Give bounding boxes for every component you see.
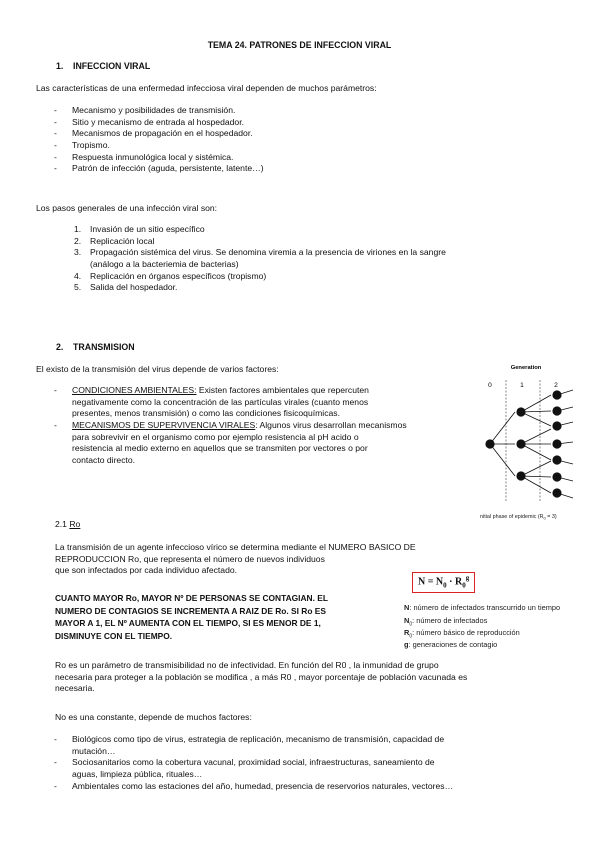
factor-term: MECANISMOS DE SUPERVIVENCIA VIRALES [72,420,256,431]
list-item: - Respuesta inmunológica local y sistémica. [54,152,264,164]
list-item: 3. Propagación sistémica del virus. Se denomina viremia a la presencia de viriones en la sangre (análogo a la bacteriemia de bacterias) [74,247,446,270]
epidemic-generation-figure [478,360,588,522]
transmission-intro: El existo de la transmisión del virus depende de varios factores: [36,364,279,374]
list-item: - Sociosanitarios como la cobertura vacunal, proximidad social, infraestructuras, saneamiento de aguas, limpieza pública, rituales… [54,757,554,780]
subsection-heading-ro [55,519,80,531]
legend-item: g: generaciones de contagio [404,639,498,649]
section-number: 2. [56,342,64,352]
legend-item: N: número de infectados transcurrido un tiempo [404,603,561,612]
list-item: 1. Invasión de un sitio específico [74,224,205,234]
steps-list [74,224,446,294]
section-heading-transmision [56,342,135,354]
list-item: 5. Salida del hospedador. [74,282,178,293]
list-item: - Ambientales como las estaciones del año, humedad, presencia de reservorios naturales, vectores… [54,781,554,793]
ro-factors-intro: No es una constante, depende de muchos factores: [55,712,252,722]
section-heading-infeccion-viral [56,61,150,73]
ro-emphasis-paragraph: CUANTO MAYOR Ro, MAYOR Nº DE PERSONAS SE CONTAGIAN. EL NUMERO DE CONTAGIOS SE INCREMENTA A RAIZ DE Ro. SI Ro ES MAYOR A 1, EL Nº AUMENTA CON EL TIEMPO, SI ES MENOR DE 1, DISMINUYE CON EL TIEMPO. [55,593,328,641]
subsection-title: Ro [69,519,81,529]
list-item: - Mecanismos de propagación en el hospedador. [54,128,264,140]
parameters-list [54,105,264,175]
legend-item: $N_0$: número de infectados [404,615,488,628]
generation-label: 1 [520,382,524,389]
list-item: 2. Replicación local [74,235,155,246]
list-item: - MECANISMOS DE SUPERVIVENCIA VIRALES: Algunos virus desarrollan mecanismos para sobrevivir en el organismo como por ejemplo resistencia al pH acido o resistencia al medio externo en aquellos que se transmiten por vectores o por contacto directo. [54,420,474,467]
ro-formula: $N = N_0 \cdot R_0^g$ [412,572,475,593]
ro-definition-paragraph: La transmisión de un agente infeccioso vírico se determina mediante el NUMERO BASICO DE REPRODUCCION Ro, que representa el número de nuevos individuos que son infectados por cada individuo afectado. [55,542,416,576]
list-item: - Mecanismo y posibilidades de transmisión. [54,105,264,117]
list-item: 4. Replicación en órganos específicos (tropismo) [74,270,267,281]
steps-intro: Los pasos generales de una infección viral son: [36,203,218,213]
list-item: - Tropismo. [54,140,264,152]
list-item: - Patrón de infección (aguda, persistente, latente…) [54,163,264,175]
factor-term: CONDICIONES AMBIENTALES: [72,385,197,395]
intro-paragraph: Las características de una enfermedad infecciosa viral dependen de muchos parámetros: [36,83,377,93]
transmission-factors-list [54,385,474,467]
generation-label: 2 [554,382,558,389]
page-title: TEMA 24. PATRONES DE INFECCION VIRAL [207,40,392,50]
section-number: 1. [56,61,64,71]
ro-transmissibility-paragraph: Ro es un parámetro de transmisibilidad no de infectividad. En función del R0 , la inmunidad de grupo necesaria para proteger a la población se modifica , a más R0 , mayor porcentaje de población vacunada es necesaria. [55,660,468,694]
legend-item: $R_0$: número básico de reproducción [404,627,520,640]
list-item: - Sitio y mecanismo de entrada al hospedador. [54,117,264,129]
formula-legend [404,603,560,652]
list-item: - Biológicos como tipo de virus, estrategia de replicación, mecanismo de transmisión, capacidad de mutación… [54,734,554,757]
generation-label: 0 [488,382,492,389]
figure-caption: nitial phase of epidemic $(R_0 = 3)$ [480,514,557,521]
section-title: TRANSMISION [73,342,135,352]
ro-factors-list [54,734,554,792]
list-item: - CONDICIONES AMBIENTALES: Existen factores ambientales que repercuten negativamente como la concentración de las partículas virales (cuanto menos presentes, menos transmisión) o como las condiciones fisicoquímicas. [54,385,474,420]
section-title: INFECCION VIRAL [73,61,151,71]
subsection-number: 2.1 [55,519,67,529]
figure-header: Generation [510,365,542,371]
